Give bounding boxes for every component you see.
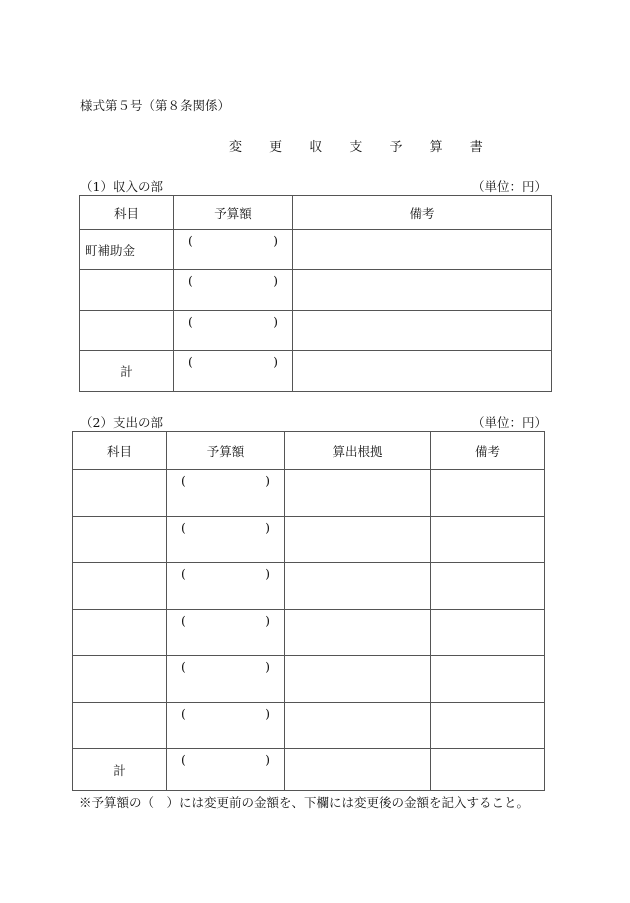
footnote: ※予算額の（ ）には変更前の金額を、下欄には変更後の金額を記入すること。	[79, 795, 530, 810]
open-paren: (	[188, 273, 193, 288]
open-paren: (	[181, 659, 186, 674]
expense-header-budget: 予算額	[167, 432, 285, 470]
expense-remarks-cell[interactable]	[431, 517, 545, 563]
expense-section-title: （2）支出の部	[80, 415, 163, 430]
expense-item-cell[interactable]	[73, 563, 167, 610]
expense-budget-cell[interactable]	[167, 610, 285, 656]
income-section-title: （1）収入の部	[80, 179, 163, 194]
close-paren: )	[273, 354, 278, 369]
close-paren: )	[265, 473, 270, 488]
expense-basis-cell[interactable]	[285, 610, 431, 656]
table-row	[80, 311, 552, 351]
expense-basis-cell[interactable]	[285, 563, 431, 610]
income-item-cell: 町補助金	[80, 230, 174, 270]
income-header-item: 科目	[80, 196, 174, 230]
table-row	[73, 563, 545, 610]
open-paren: (	[188, 233, 193, 248]
expense-remarks-cell[interactable]	[431, 703, 545, 749]
expense-basis-cell[interactable]	[285, 517, 431, 563]
form-number: 様式第５号（第８条関係）	[80, 98, 231, 113]
expense-remarks-cell[interactable]	[431, 610, 545, 656]
income-budget-cell[interactable]	[174, 230, 293, 270]
expense-header-row	[73, 432, 545, 470]
table-row	[73, 610, 545, 656]
income-total-label: 計	[80, 351, 174, 392]
expense-remarks-cell[interactable]	[431, 563, 545, 610]
close-paren: )	[273, 314, 278, 329]
close-paren: )	[273, 233, 278, 248]
document-title: 変 更 収 支 予 算 書	[229, 140, 495, 155]
close-paren: )	[265, 706, 270, 721]
expense-table	[72, 431, 545, 791]
open-paren: (	[181, 752, 186, 767]
expense-item-cell[interactable]	[73, 656, 167, 703]
close-paren: )	[265, 659, 270, 674]
expense-item-cell[interactable]	[73, 470, 167, 517]
close-paren: )	[265, 566, 270, 581]
income-item-cell	[80, 311, 174, 351]
expense-header-basis: 算出根拠	[285, 432, 431, 470]
open-paren: (	[181, 566, 186, 581]
income-remarks-cell[interactable]	[293, 311, 552, 351]
close-paren: )	[265, 613, 270, 628]
income-header-row	[80, 196, 552, 230]
expense-remarks-cell[interactable]	[431, 656, 545, 703]
income-budget-cell[interactable]	[174, 311, 293, 351]
expense-header-item: 科目	[73, 432, 167, 470]
expense-budget-cell[interactable]	[167, 656, 285, 703]
open-paren: (	[181, 473, 186, 488]
income-budget-cell[interactable]	[174, 351, 293, 392]
expense-item-cell[interactable]	[73, 517, 167, 563]
table-row	[80, 230, 552, 270]
table-row	[80, 351, 552, 392]
expense-budget-cell[interactable]	[167, 749, 285, 791]
expense-budget-cell[interactable]	[167, 703, 285, 749]
close-paren: )	[273, 273, 278, 288]
expense-item-cell[interactable]	[73, 610, 167, 656]
expense-budget-cell[interactable]	[167, 470, 285, 517]
expense-total-label: 計	[73, 749, 167, 791]
expense-basis-cell[interactable]	[285, 749, 431, 791]
open-paren: (	[181, 613, 186, 628]
table-row	[80, 270, 552, 311]
expense-budget-cell[interactable]	[167, 563, 285, 610]
income-header-remarks: 備考	[293, 196, 552, 230]
open-paren: (	[181, 520, 186, 535]
expense-budget-cell[interactable]	[167, 517, 285, 563]
expense-remarks-cell[interactable]	[431, 749, 545, 791]
expense-remarks-cell[interactable]	[431, 470, 545, 517]
table-row	[73, 703, 545, 749]
open-paren: (	[188, 314, 193, 329]
income-remarks-cell[interactable]	[293, 270, 552, 311]
expense-basis-cell[interactable]	[285, 656, 431, 703]
open-paren: (	[188, 354, 193, 369]
expense-item-cell[interactable]	[73, 703, 167, 749]
table-row	[73, 656, 545, 703]
income-table	[79, 195, 552, 392]
close-paren: )	[265, 520, 270, 535]
income-item-cell	[80, 270, 174, 311]
table-row	[73, 470, 545, 517]
table-row	[73, 749, 545, 791]
expense-unit-label: （単位：円）	[472, 415, 548, 430]
expense-header-remarks: 備考	[431, 432, 545, 470]
table-row	[73, 517, 545, 563]
expense-basis-cell[interactable]	[285, 703, 431, 749]
income-unit-label: （単位：円）	[472, 179, 548, 194]
income-remarks-cell[interactable]	[293, 351, 552, 392]
income-budget-cell[interactable]	[174, 270, 293, 311]
income-remarks-cell[interactable]	[293, 230, 552, 270]
expense-basis-cell[interactable]	[285, 470, 431, 517]
close-paren: )	[265, 752, 270, 767]
open-paren: (	[181, 706, 186, 721]
income-header-budget: 予算額	[174, 196, 293, 230]
